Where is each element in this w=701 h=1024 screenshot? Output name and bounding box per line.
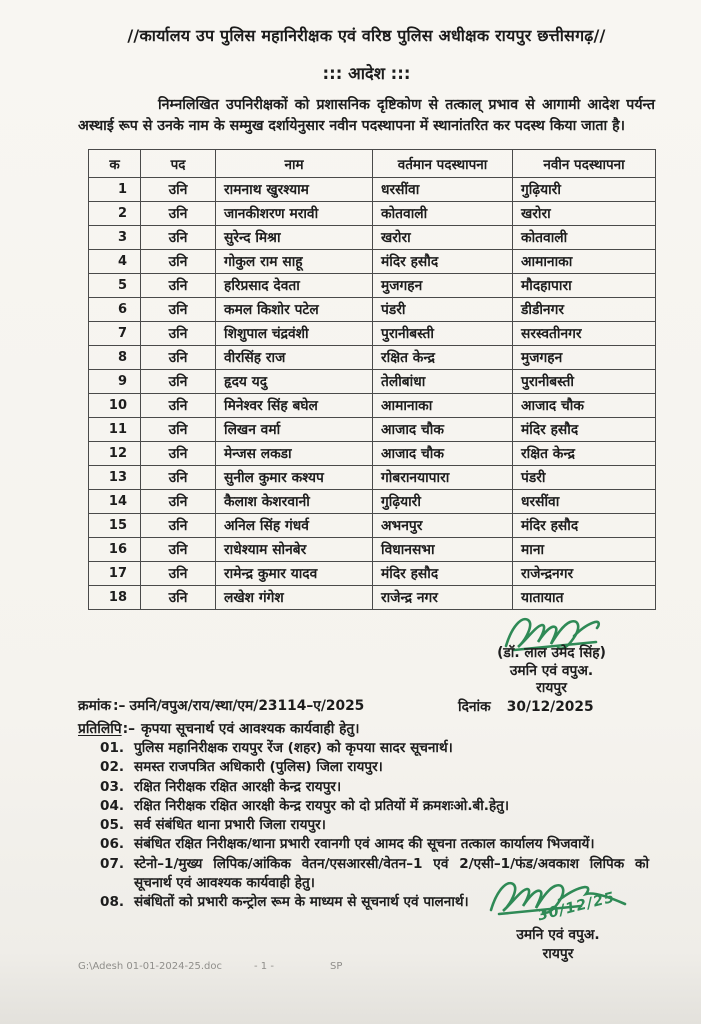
row-current-posting: विधानसभा (373, 538, 513, 562)
table-row (89, 226, 656, 250)
row-current-posting: गुढ़ियारी (373, 490, 513, 514)
copy-list-item (100, 778, 655, 797)
table-row (89, 178, 656, 202)
copy-list-item (100, 816, 655, 835)
row-serial: 16 (89, 538, 141, 562)
pratilipi-intro: कृपया सूचनार्थ एवं आवश्यक कार्यवाही हेतु। (141, 721, 360, 737)
copy-item-number: 04. (100, 797, 125, 814)
table-row (89, 250, 656, 274)
copy-list-item (100, 835, 655, 854)
copy-item-text: रक्षित निरीक्षक रक्षित आरक्षी केन्द्र रायपुर। (134, 778, 342, 795)
row-current-posting: तेलीबांधा (373, 370, 513, 394)
row-name: हृदय यदु (216, 370, 373, 394)
row-new-posting: सरस्वतीनगर (513, 322, 656, 346)
row-serial: 15 (89, 514, 141, 538)
table-row (89, 490, 656, 514)
row-new-posting: आजाद चौक (513, 394, 656, 418)
row-current-posting: मंदिर हसौद (373, 562, 513, 586)
signatory-place-bottom: रायपुर (542, 945, 574, 962)
row-rank: उनि (141, 250, 216, 274)
table-row (89, 394, 656, 418)
row-current-posting: राजेन्द्र नगर (373, 586, 513, 610)
copy-item-number: 08. (100, 894, 125, 911)
row-current-posting: आमानाका (373, 394, 513, 418)
row-current-posting: आजाद चौक (373, 418, 513, 442)
row-rank: उनि (141, 466, 216, 490)
row-current-posting: अभनपुर (373, 514, 513, 538)
row-current-posting: मंदिर हसौद (373, 250, 513, 274)
row-name: सुरेन्द मिश्रा (216, 226, 373, 250)
row-serial: 17 (89, 562, 141, 586)
copy-list-item (100, 758, 655, 777)
handwritten-date: 30/12/25 (536, 889, 617, 925)
copy-item-number: 06. (100, 836, 125, 853)
row-current-posting: कोतवाली (373, 202, 513, 226)
header-serial: क (89, 150, 141, 178)
row-name: जानकीशरण मरावी (216, 202, 373, 226)
intro-paragraph: निम्नलिखित उपनिरीक्षकों को प्रशासनिक दृष्टिकोण से तत्काल् प्रभाव से आगामी आदेश पर्यन्त अस्थाई रूप से उनके नाम के सम्मुख दर्शायेनुसार नवीन पदस्थापना में स्थानांतरित कर पदस्थ किया जाता है। (78, 97, 655, 134)
row-name: सुनील कुमार कश्यप (216, 466, 373, 490)
row-new-posting: मुजगहन (513, 346, 656, 370)
signature-block-top (454, 612, 649, 716)
row-name: रामनाथ खुरश्याम (216, 178, 373, 202)
row-name: कैलाश केशरवानी (216, 490, 373, 514)
date-label: दिनांक (458, 698, 491, 715)
row-name: हरिप्रसाद देवता (216, 274, 373, 298)
row-new-posting: राजेन्द्रनगर (513, 562, 656, 586)
pratilipi-colon: :– (122, 721, 136, 737)
kramank-separator: :– (113, 698, 126, 714)
table-row (89, 466, 656, 490)
header-name: नाम (216, 150, 373, 178)
table-row (89, 370, 656, 394)
footer-initials: SP (330, 961, 343, 972)
row-name: राधेश्याम सोनबेर (216, 538, 373, 562)
copy-item-text: संबंधितों को प्रभारी कन्ट्रोल रूम के माध्यम से सूचनार्थ एवं पालनार्थ। (134, 894, 469, 911)
page-title: //कार्यालय उप पुलिस महानिरीक्षक एवं वरिष्ठ पुलिस अधीक्षक रायपुर छत्तीसगढ़// (127, 26, 606, 45)
row-serial: 6 (89, 298, 141, 322)
table-row (89, 202, 656, 226)
copy-item-text: संबंधित रक्षित निरीक्षक/थाना प्रभारी रवानगी एवं आमद की सूचना तत्काल कार्यालय भिजवायें। (134, 836, 595, 853)
row-new-posting: धरसींवा (513, 490, 656, 514)
header-new-posting: नवीन पदस्थापना (513, 150, 656, 178)
row-new-posting: आमानाका (513, 250, 656, 274)
copy-section-heading (78, 719, 655, 738)
kramank-label: क्रमांक (78, 698, 112, 714)
row-current-posting: पुरानीबस्ती (373, 322, 513, 346)
row-rank: उनि (141, 322, 216, 346)
row-current-posting: खरोरा (373, 226, 513, 250)
row-serial: 9 (89, 370, 141, 394)
header-current-posting: वर्तमान पदस्थापना (373, 150, 513, 178)
row-rank: उनि (141, 562, 216, 586)
copy-item-text: सर्व संबंधित थाना प्रभारी जिला रायपुर। (134, 817, 326, 834)
copy-item-text: पुलिस महानिरीक्षक रायपुर रेंज (शहर) को कृपया सादर सूचनार्थ। (134, 740, 453, 756)
row-rank: उनि (141, 538, 216, 562)
signatory-place: रायपुर (536, 680, 567, 696)
row-rank: उनि (141, 226, 216, 250)
row-rank: उनि (141, 274, 216, 298)
row-name: गोकुल राम साहू (216, 250, 373, 274)
row-name: मिनेश्वर सिंह बघेल (216, 394, 373, 418)
row-serial: 5 (89, 274, 141, 298)
kramank-value: उमनि/वपुअ/राय/स्था/एम/23114–ए/2025 (129, 698, 365, 714)
table-row (89, 418, 656, 442)
transfer-table (88, 149, 656, 610)
row-name: वीरसिंह राज (216, 346, 373, 370)
row-new-posting: माना (513, 538, 656, 562)
header-row (89, 150, 656, 178)
copy-item-number: 02. (100, 759, 125, 776)
row-name: कमल किशोर पटेल (216, 298, 373, 322)
table-row (89, 298, 656, 322)
row-name: रामेन्द्र कुमार यादव (216, 562, 373, 586)
table-row (89, 514, 656, 538)
row-serial: 8 (89, 346, 141, 370)
table-row (89, 562, 656, 586)
row-serial: 12 (89, 442, 141, 466)
row-name: लिखन वर्मा (216, 418, 373, 442)
row-rank: उनि (141, 442, 216, 466)
row-rank: उनि (141, 178, 216, 202)
row-name: लखेश गंगेश (216, 586, 373, 610)
row-current-posting: मुजगहन (373, 274, 513, 298)
pratilipi-label: प्रतिलिपि (78, 721, 122, 737)
row-serial: 1 (89, 178, 141, 202)
copy-list-item (100, 797, 655, 816)
row-new-posting: खरोरा (513, 202, 656, 226)
row-rank: उनि (141, 394, 216, 418)
reference-number-line (78, 696, 364, 716)
row-rank: उनि (141, 418, 216, 442)
row-current-posting: गोबरानयापारा (373, 466, 513, 490)
order-heading: ::: आदेश ::: (322, 64, 411, 83)
table-row (89, 322, 656, 346)
row-rank: उनि (141, 346, 216, 370)
copy-item-number: 05. (100, 817, 125, 834)
row-new-posting: यातायात (513, 586, 656, 610)
copy-item-text: रक्षित निरीक्षक रक्षित आरक्षी केन्द्र रायपुर को दो प्रतियों में क्रमशःओ.बी.हेतु। (134, 797, 510, 814)
row-new-posting: मंदिर हसौद (513, 418, 656, 442)
row-serial: 3 (89, 226, 141, 250)
copy-item-number: 07. (100, 855, 125, 872)
footer-page-number: - 1 - (254, 961, 274, 972)
row-new-posting: पंडरी (513, 466, 656, 490)
table-row (89, 442, 656, 466)
copy-item-number: 01. (100, 740, 125, 756)
row-new-posting: रक्षित केन्द्र (513, 442, 656, 466)
row-serial: 7 (89, 322, 141, 346)
row-current-posting: पंडरी (373, 298, 513, 322)
row-name: अनिल सिंह गंधर्व (216, 514, 373, 538)
row-current-posting: आजाद चौक (373, 442, 513, 466)
row-new-posting: पुरानीबस्ती (513, 370, 656, 394)
row-new-posting: मौदहापारा (513, 274, 656, 298)
row-rank: उनि (141, 514, 216, 538)
row-name: मेन्जस लकडा (216, 442, 373, 466)
signatory-designation-bottom: उमनि एवं वपुअ. (516, 927, 600, 943)
order-date-line (454, 699, 649, 717)
row-new-posting: गुढ़ियारी (513, 178, 656, 202)
table-row (89, 586, 656, 610)
row-serial: 13 (89, 466, 141, 490)
row-serial: 18 (89, 586, 141, 610)
row-current-posting: रक्षित केन्द्र (373, 346, 513, 370)
row-serial: 2 (89, 202, 141, 226)
footer-file-path: G:\Adesh 01-01-2024-25.doc (78, 961, 222, 972)
row-new-posting: मंदिर हसौद (513, 514, 656, 538)
row-rank: उनि (141, 586, 216, 610)
transfer-table-header (89, 150, 656, 178)
signature-block-bottom (463, 878, 653, 963)
row-rank: उनि (141, 490, 216, 514)
copy-item-text: स्टेनो–1/मुख्य लिपिक/आंकिक वेतन/एसआरसी/वेतन–1 एवं 2/एसी–1/फंड/अवकाश लिपिक को सूचनार्थ एवं आवश्यक कार्यवाही हेतु। (134, 855, 649, 892)
row-rank: उनि (141, 202, 216, 226)
signatory-designation: उमनि एवं वपुअ. (509, 662, 594, 679)
date-value: 30/12/2025 (506, 698, 594, 715)
row-serial: 14 (89, 490, 141, 514)
row-current-posting: धरसींवा (373, 178, 513, 202)
row-rank: उनि (141, 298, 216, 322)
row-serial: 4 (89, 250, 141, 274)
row-name: शिशुपाल चंद्रवंशी (216, 322, 373, 346)
header-rank: पद (141, 150, 216, 178)
page-footer (78, 961, 478, 977)
copy-list-item (100, 739, 655, 758)
row-serial: 11 (89, 418, 141, 442)
copy-item-text: समस्त राजपत्रित अधिकारी (पुलिस) जिला रायपुर। (134, 759, 383, 776)
signatory-name: (डॉ. लाल उमेद सिंह) (497, 645, 606, 661)
copy-item-number: 03. (100, 778, 125, 795)
row-new-posting: कोतवाली (513, 226, 656, 250)
row-serial: 10 (89, 394, 141, 418)
transfer-table-body (89, 178, 656, 610)
row-new-posting: डीडीनगर (513, 298, 656, 322)
table-row (89, 538, 656, 562)
row-rank: उनि (141, 370, 216, 394)
table-row (89, 274, 656, 298)
table-row (89, 346, 656, 370)
